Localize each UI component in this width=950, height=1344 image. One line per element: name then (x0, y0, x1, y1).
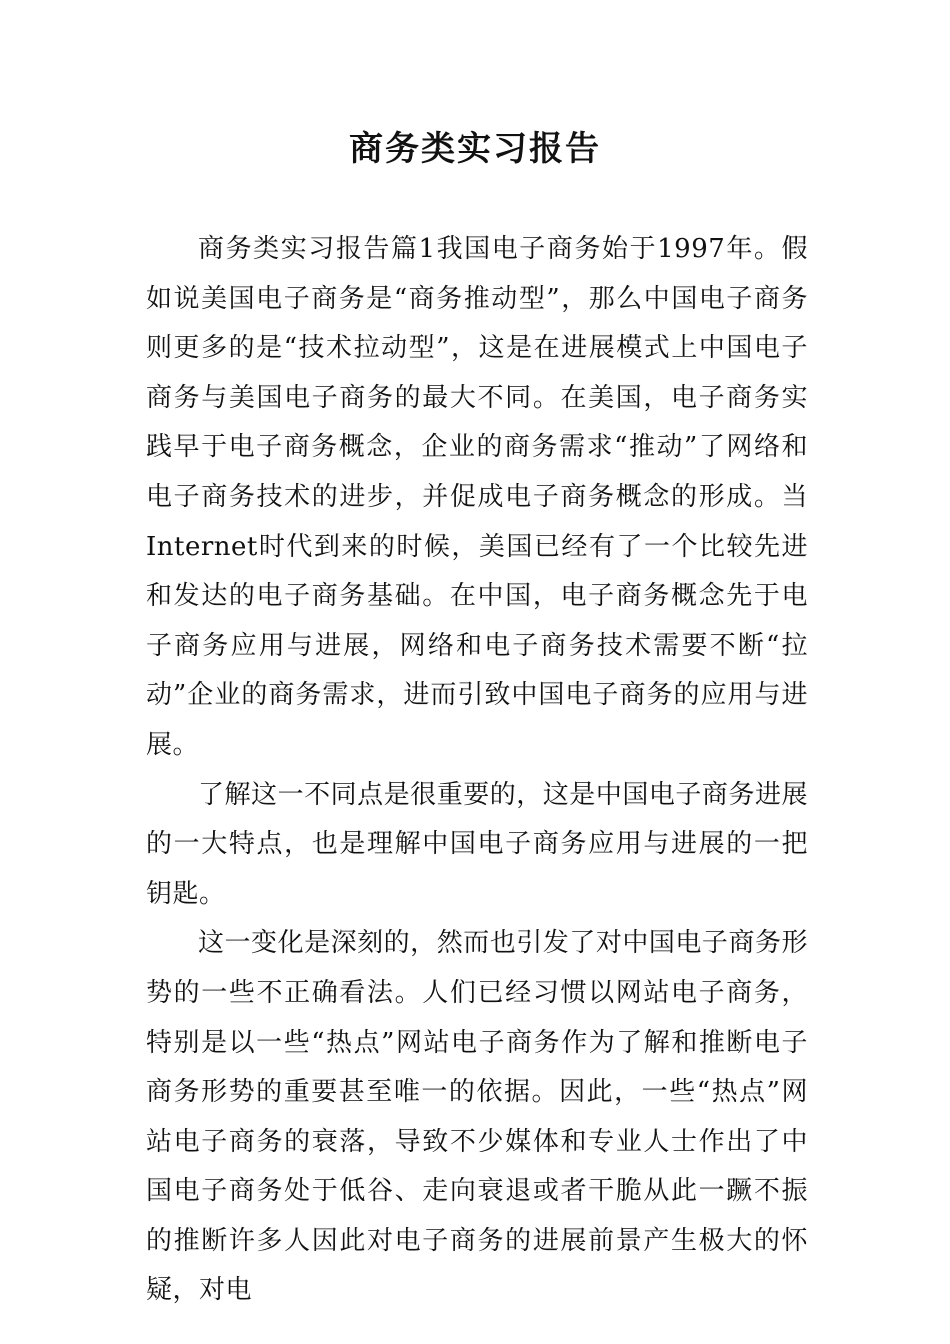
paragraph-2: 了解这一不同点是很重要的，这是中国电子商务进展的一大特点，也是理解中国电子商务应用与进展的一把钥匙。 (146, 779, 808, 909)
paragraph-1: 商务类实习报告篇1我国电子商务始于1997年。假如说美国电子商务是“商务推动型”，那么中国电子商务则更多的是“技术拉动型”，这是在进展模式上中国电子商务与美国电子商务的最大不同。在美国，电子商务实践早于电子商务概念，企业的商务需求“推动”了网络和电子商务技术的进步，并促成电子商务概念的形成。当Internet时代到来的时候，美国已经有了一个比较先进和发达的电子商务基础。在中国，电子商务概念先于电子商务应用与进展，网络和电子商务技术需要不断“拉动”企业的商务需求，进而引致中国电子商务的应用与进展。 (146, 234, 808, 760)
paragraph-3: 这一变化是深刻的，然而也引发了对中国电子商务形势的一些不正确看法。人们已经习惯以网站电子商务，特别是以一些“热点”网站电子商务作为了解和推断电子商务形势的重要甚至唯一的依据。因此，一些“热点”网站电子商务的衰落，导致不少媒体和专业人士作出了中国电子商务处于低谷、走向衰退或者干脆从此一蹶不振的推断许多人因此对电子商务的进展前景产生极大的怀疑，对电 (146, 928, 808, 1306)
document-title: 商务类实习报告 (349, 129, 601, 169)
document-body (146, 225, 808, 1316)
